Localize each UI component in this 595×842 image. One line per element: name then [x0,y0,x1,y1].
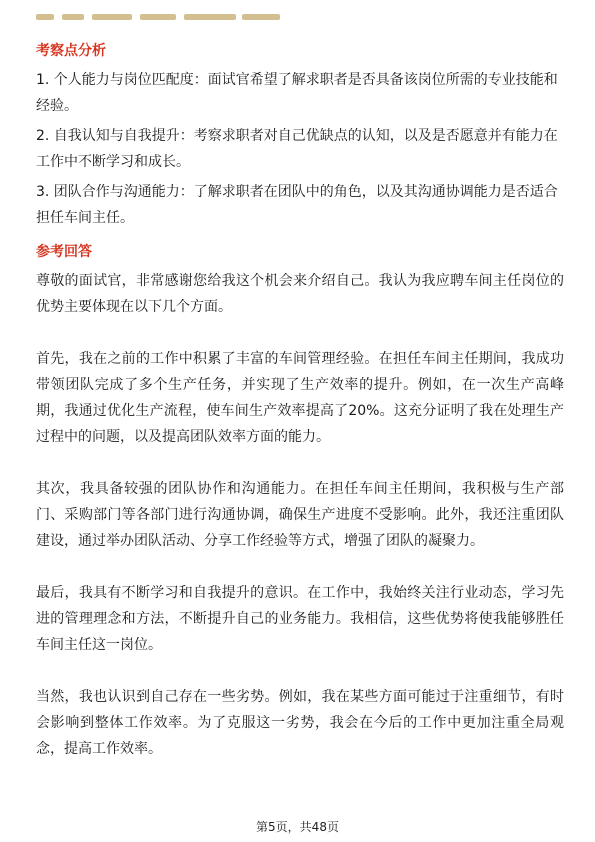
answer-paragraph-2: 首先，我在之前的工作中积累了丰富的车间管理经验。在担任车间主任期间，我成功带领团队完成了多个生产任务，并实现了生产效率的提升。例如，在一次生产高峰期，我通过优化生产流程，使车间生产效率提高了20%。这充分证明了我在处理生产过程中的问题，以及提高团队效率方面的能力。 [36,351,564,445]
answer-paragraph-5: 当然，我也认识到自己存在一些劣势。例如，我在某些方面可能过于注重细节，有时会影响到整体工作效率。为了克服这一劣势，我会在今后的工作中更加注重全局观念，提高工作效率。 [36,689,564,757]
answer-paragraph-3: 其次，我具备较强的团队协作和沟通能力。在担任车间主任期间，我积极与生产部门、采购部门等各部门进行沟通协调，确保生产进度不受影响。此外，我还注重团队建设，通过举办团队活动、分享工作经验等方式，增强了团队的凝聚力。 [36,481,564,549]
analysis-section [36,40,564,231]
answer-heading: 参考回答 [36,244,92,260]
analysis-item-3: 3. 团队合作与沟通能力：了解求职者在团队中的角色，以及其沟通协调能力是否适合担任车间主任。 [36,184,558,226]
answer-section [36,241,564,762]
analysis-heading: 考察点分析 [36,43,106,59]
page-number: 第5页，共48页 [256,820,339,834]
cropped-previous-line [36,10,281,22]
answer-paragraph-1: 尊敬的面试官，非常感谢您给我这个机会来介绍自己。我认为我应聘车间主任岗位的优势主要体现在以下几个方面。 [36,273,564,315]
content [36,40,564,762]
analysis-item-2: 2. 自我认知与自我提升：考察求职者对自己优缺点的认知，以及是否愿意并有能力在工作中不断学习和成长。 [36,128,558,170]
analysis-item-1: 1. 个人能力与岗位匹配度：面试官希望了解求职者是否具备该岗位所需的专业技能和经验。 [36,72,558,114]
answer-paragraph-4: 最后，我具有不断学习和自我提升的意识。在工作中，我始终关注行业动态，学习先进的管理理念和方法，不断提升自己的业务能力。我相信，这些优势将使我能够胜任车间主任这一岗位。 [36,585,564,653]
